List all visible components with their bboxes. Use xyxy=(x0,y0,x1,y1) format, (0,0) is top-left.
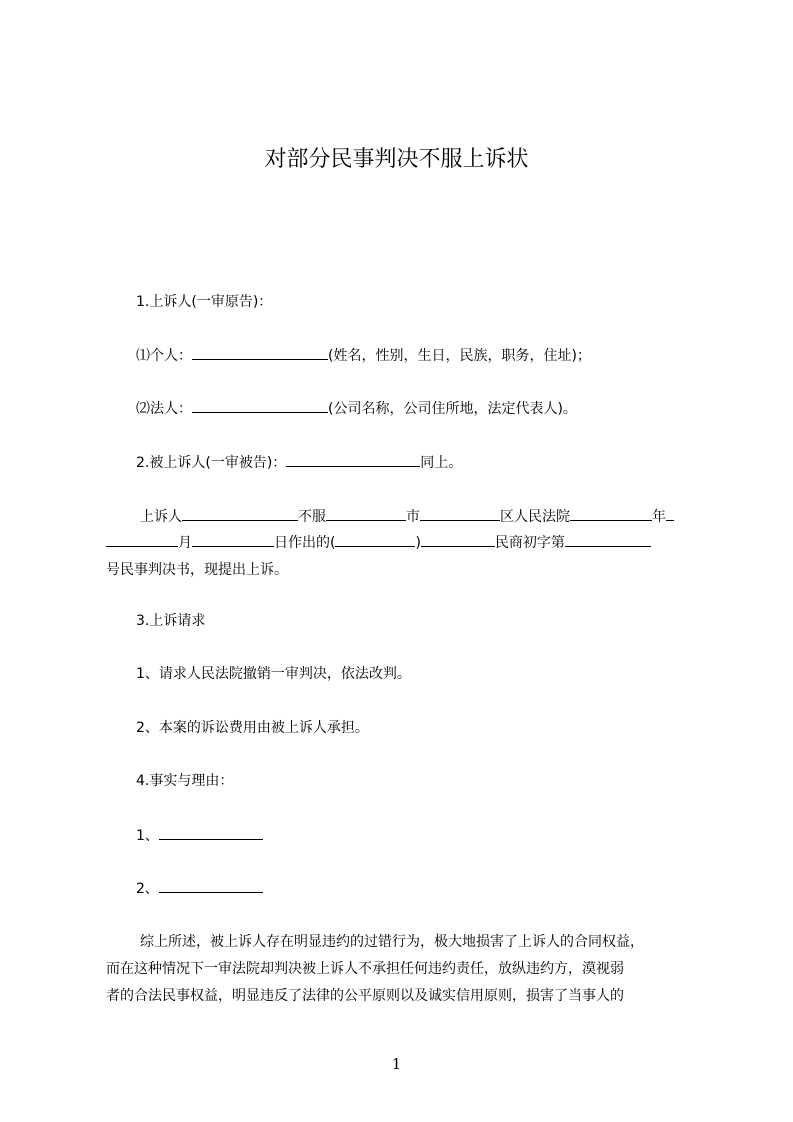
appellant-individual-line xyxy=(136,345,591,366)
document-title: 对部分民事判决不服上诉状 xyxy=(264,147,529,172)
facts-heading: 4.事实与理由： xyxy=(136,773,234,789)
statement-text: 上诉人 xyxy=(140,509,182,525)
individual-blank xyxy=(192,345,328,360)
page-number: 1 xyxy=(391,1055,402,1073)
statement-line-3: 号民事判决书，现提出上诉。 xyxy=(106,562,288,578)
appellee-suffix: 同上。 xyxy=(420,455,463,471)
fact-item-2 xyxy=(136,878,263,899)
court-blank xyxy=(570,506,652,521)
appellee-blank xyxy=(286,452,420,467)
party-blank xyxy=(326,506,406,521)
appellee-label: 2.被上诉人(一审被告)： xyxy=(136,455,287,471)
appellant-heading: 1.上诉人(一审原告)： xyxy=(136,294,273,310)
day-blank xyxy=(192,532,274,547)
month-blank-start xyxy=(106,532,178,547)
statement-text: 不服 xyxy=(298,509,326,525)
fact-item-2-blank xyxy=(159,878,263,893)
individual-hint: (姓名，性别，生日，民族，职务，住址)； xyxy=(328,348,591,364)
fact-item-1-blank xyxy=(159,825,263,840)
legal-label: ⑵法人： xyxy=(136,401,192,417)
fact-item-number: 1、 xyxy=(136,828,159,844)
case-prefix-blank xyxy=(421,532,495,547)
appellant-name-blank xyxy=(182,506,298,521)
fact-item-number: 2、 xyxy=(136,881,159,897)
conclusion-line-3: 者的合法民事权益，明显违反了法律的公平原则以及诚实信用原则，损害了当事人的 xyxy=(106,988,624,1004)
statement-text: 月 xyxy=(178,535,192,551)
statement-line-1 xyxy=(140,506,674,527)
statement-text: 年 xyxy=(652,509,666,525)
year-blank xyxy=(666,506,674,521)
request-item-1: 1、请求人民法院撤销一审判决，依法改判。 xyxy=(136,666,411,682)
statement-text: 日作出的( xyxy=(274,535,336,551)
statement-text: 市 xyxy=(406,509,420,525)
statement-text: 区人民法院 xyxy=(500,509,570,525)
individual-label: ⑴个人： xyxy=(136,348,192,364)
appellant-legal-line xyxy=(136,398,577,419)
conclusion-line-1: 综上所述，被上诉人存在明显违约的过错行为，极大地损害了上诉人的合同权益， xyxy=(140,934,644,950)
statement-text: 民商初字第 xyxy=(494,535,565,551)
legal-hint: (公司名称，公司住所地，法定代表人)。 xyxy=(328,401,577,417)
legal-blank xyxy=(192,398,328,413)
case-number-blank xyxy=(565,532,651,547)
request-item-2: 2、本案的诉讼费用由被上诉人承担。 xyxy=(136,720,369,736)
case-year-blank xyxy=(335,532,415,547)
conclusion-line-2: 而在这种情况下一审法院却判决被上诉人不承担任何违约责任，放纵违约方，漠视弱 xyxy=(106,961,624,977)
fact-item-1 xyxy=(136,825,263,846)
statement-line-2 xyxy=(106,532,651,553)
statement-text: ) xyxy=(415,535,421,551)
city-blank xyxy=(420,506,500,521)
appellee-line xyxy=(136,452,462,473)
requests-heading: 3.上诉请求 xyxy=(136,613,206,629)
